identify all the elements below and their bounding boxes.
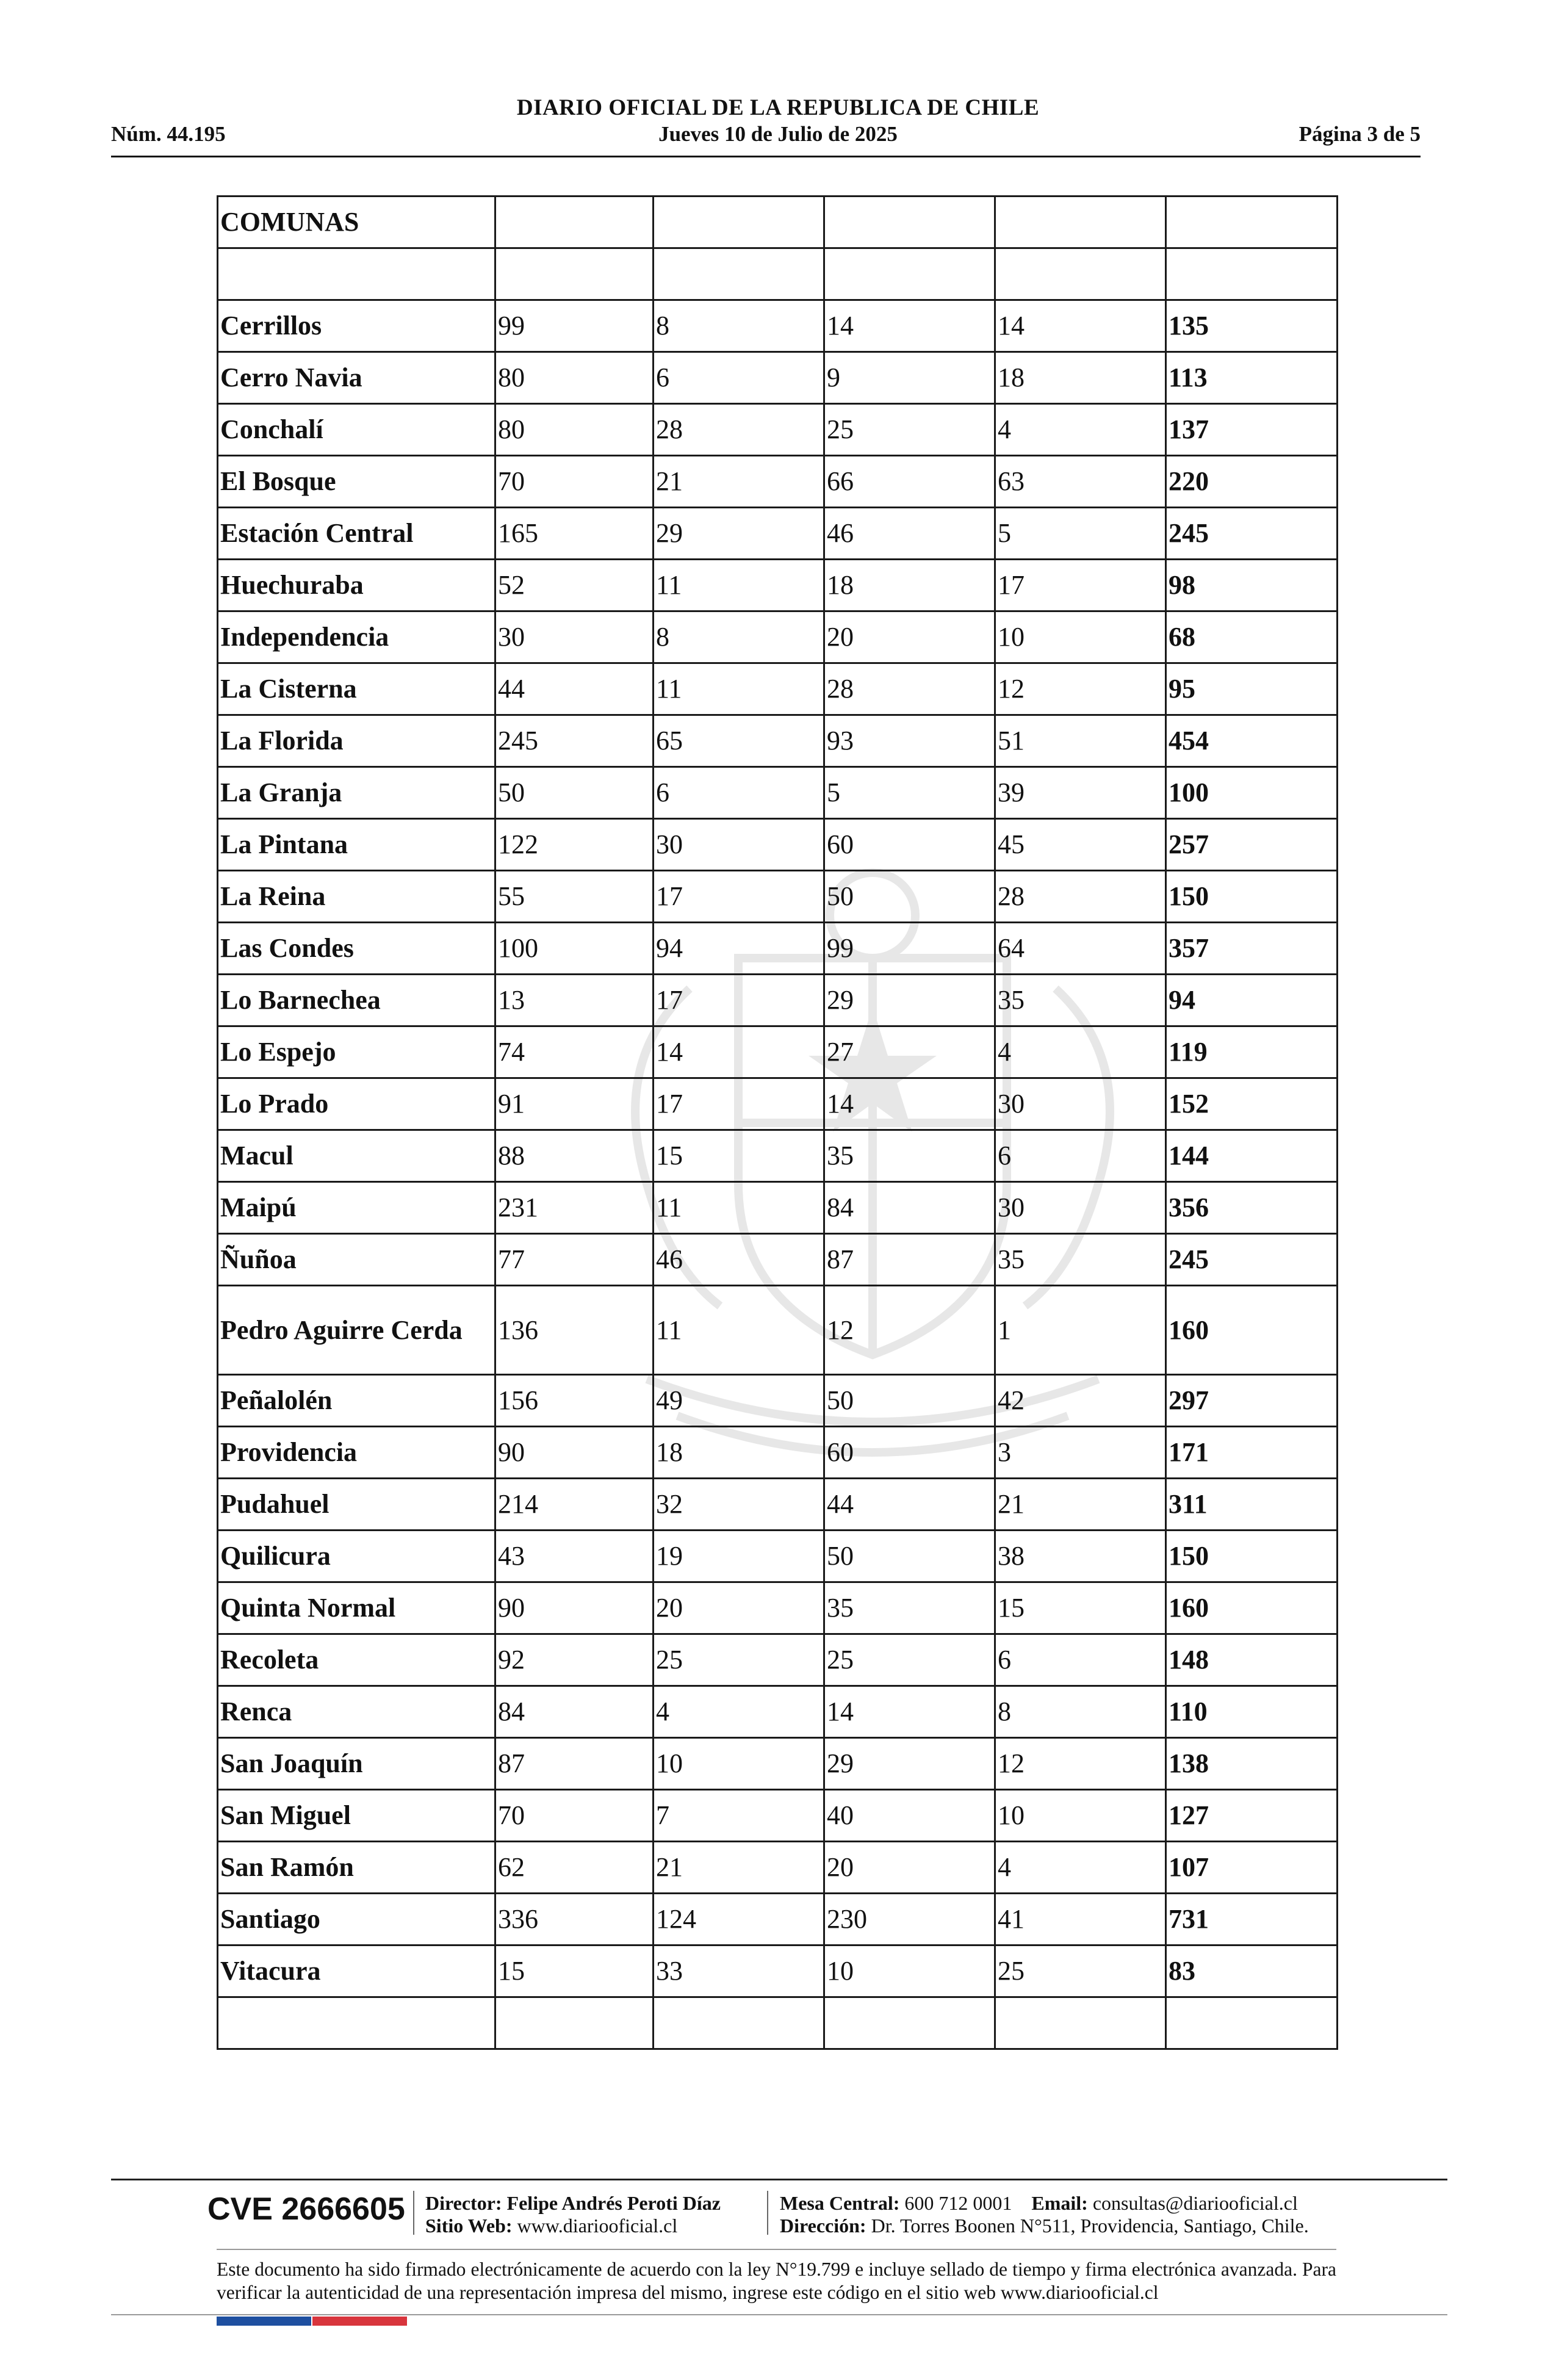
value-cell: 70 xyxy=(495,456,654,508)
value-cell: 28 xyxy=(654,404,824,456)
value-cell: 122 xyxy=(495,819,654,871)
table-row xyxy=(218,352,1338,404)
value-cell: 32 xyxy=(654,1479,824,1531)
value-cell: 11 xyxy=(654,1286,824,1375)
total-cell: 311 xyxy=(1166,1479,1338,1531)
empty-cell xyxy=(995,248,1166,300)
value-cell: 50 xyxy=(495,767,654,819)
value-cell: 100 xyxy=(495,923,654,975)
commune-name: Recoleta xyxy=(218,1634,495,1686)
value-cell: 38 xyxy=(995,1531,1166,1582)
table-row xyxy=(218,767,1338,819)
total-cell: 220 xyxy=(1166,456,1338,508)
table-row xyxy=(218,1842,1338,1894)
value-cell: 8 xyxy=(995,1686,1166,1738)
total-cell: 113 xyxy=(1166,352,1338,404)
value-cell: 30 xyxy=(995,1078,1166,1130)
value-cell: 10 xyxy=(995,611,1166,663)
value-cell: 63 xyxy=(995,456,1166,508)
issue-number: Núm. 44.195 xyxy=(111,122,226,146)
value-cell: 45 xyxy=(995,819,1166,871)
value-cell: 165 xyxy=(495,508,654,560)
value-cell: 8 xyxy=(654,611,824,663)
table-row xyxy=(218,1427,1338,1479)
table-row xyxy=(218,404,1338,456)
website-link[interactable]: www.diariooficial.cl xyxy=(517,2215,678,2237)
value-cell: 80 xyxy=(495,352,654,404)
value-cell: 3 xyxy=(995,1427,1166,1479)
value-cell: 6 xyxy=(654,352,824,404)
empty-cell xyxy=(495,248,654,300)
total-cell: 98 xyxy=(1166,560,1338,611)
empty-cell xyxy=(1166,248,1338,300)
value-cell: 77 xyxy=(495,1234,654,1286)
empty-cell xyxy=(824,197,995,248)
table-row xyxy=(218,1286,1338,1375)
table-row xyxy=(218,1234,1338,1286)
value-cell: 21 xyxy=(654,456,824,508)
table-row xyxy=(218,871,1338,923)
value-cell: 14 xyxy=(824,1686,995,1738)
value-cell: 52 xyxy=(495,560,654,611)
value-cell: 15 xyxy=(654,1130,824,1182)
commune-name: La Granja xyxy=(218,767,495,819)
commune-name: Lo Espejo xyxy=(218,1026,495,1078)
page-indicator: Página 3 de 5 xyxy=(1298,122,1421,146)
table-row xyxy=(218,715,1338,767)
value-cell: 17 xyxy=(995,560,1166,611)
empty-cell xyxy=(1166,197,1338,248)
value-cell: 6 xyxy=(995,1130,1166,1182)
commune-name: La Pintana xyxy=(218,819,495,871)
value-cell: 50 xyxy=(824,1375,995,1427)
address-label: Dirección: xyxy=(780,2215,866,2237)
email-label: Email: xyxy=(1031,2192,1088,2214)
value-cell: 14 xyxy=(654,1026,824,1078)
value-cell: 84 xyxy=(824,1182,995,1234)
value-cell: 10 xyxy=(995,1790,1166,1842)
table-row xyxy=(218,560,1338,611)
table-row xyxy=(218,663,1338,715)
value-cell: 18 xyxy=(654,1427,824,1479)
table-blank-row xyxy=(218,1997,1338,2049)
value-cell: 14 xyxy=(824,1078,995,1130)
total-cell: 171 xyxy=(1166,1427,1338,1479)
empty-cell xyxy=(995,1997,1166,2049)
footer-contact-info xyxy=(780,2192,1309,2237)
empty-cell xyxy=(654,197,824,248)
value-cell: 27 xyxy=(824,1026,995,1078)
issue-date: Jueves 10 de Julio de 2025 xyxy=(658,122,898,146)
commune-name: Providencia xyxy=(218,1427,495,1479)
footer-editorial-info xyxy=(425,2192,721,2237)
value-cell: 4 xyxy=(995,1026,1166,1078)
value-cell: 245 xyxy=(495,715,654,767)
empty-cell xyxy=(218,248,495,300)
value-cell: 25 xyxy=(995,1945,1166,1997)
total-cell: 119 xyxy=(1166,1026,1338,1078)
commune-name: Quilicura xyxy=(218,1531,495,1582)
value-cell: 25 xyxy=(824,404,995,456)
commune-name: Independencia xyxy=(218,611,495,663)
value-cell: 35 xyxy=(995,975,1166,1026)
total-cell: 160 xyxy=(1166,1286,1338,1375)
footer-separator xyxy=(767,2191,768,2235)
director-name: Felipe Andrés Peroti Díaz xyxy=(506,2192,721,2214)
value-cell: 33 xyxy=(654,1945,824,1997)
table-row xyxy=(218,1686,1338,1738)
value-cell: 6 xyxy=(654,767,824,819)
commune-name: Renca xyxy=(218,1686,495,1738)
table-row xyxy=(218,1894,1338,1945)
value-cell: 17 xyxy=(654,871,824,923)
total-cell: 257 xyxy=(1166,819,1338,871)
table-header-row xyxy=(218,197,1338,248)
value-cell: 13 xyxy=(495,975,654,1026)
value-cell: 12 xyxy=(995,663,1166,715)
value-cell: 14 xyxy=(824,300,995,352)
value-cell: 29 xyxy=(654,508,824,560)
value-cell: 74 xyxy=(495,1026,654,1078)
value-cell: 55 xyxy=(495,871,654,923)
value-cell: 25 xyxy=(824,1634,995,1686)
value-cell: 5 xyxy=(824,767,995,819)
total-cell: 107 xyxy=(1166,1842,1338,1894)
value-cell: 99 xyxy=(495,300,654,352)
total-cell: 83 xyxy=(1166,1945,1338,1997)
commune-name: Maipú xyxy=(218,1182,495,1234)
value-cell: 42 xyxy=(995,1375,1166,1427)
table-row xyxy=(218,1790,1338,1842)
value-cell: 29 xyxy=(824,975,995,1026)
value-cell: 136 xyxy=(495,1286,654,1375)
commune-name: La Reina xyxy=(218,871,495,923)
value-cell: 50 xyxy=(824,871,995,923)
total-cell: 150 xyxy=(1166,871,1338,923)
value-cell: 18 xyxy=(824,560,995,611)
total-cell: 454 xyxy=(1166,715,1338,767)
value-cell: 10 xyxy=(824,1945,995,1997)
value-cell: 12 xyxy=(824,1286,995,1375)
table-row xyxy=(218,1078,1338,1130)
value-cell: 6 xyxy=(995,1634,1166,1686)
value-cell: 20 xyxy=(654,1582,824,1634)
total-cell: 110 xyxy=(1166,1686,1338,1738)
commune-name: San Joaquín xyxy=(218,1738,495,1790)
value-cell: 231 xyxy=(495,1182,654,1234)
total-cell: 357 xyxy=(1166,923,1338,975)
table-row xyxy=(218,456,1338,508)
commune-name: Santiago xyxy=(218,1894,495,1945)
table-row xyxy=(218,1130,1338,1182)
commune-name: Estación Central xyxy=(218,508,495,560)
table-row xyxy=(218,1945,1338,1997)
value-cell: 40 xyxy=(824,1790,995,1842)
empty-cell xyxy=(995,197,1166,248)
commune-name: San Ramón xyxy=(218,1842,495,1894)
value-cell: 87 xyxy=(824,1234,995,1286)
table-blank-row xyxy=(218,248,1338,300)
total-cell: 245 xyxy=(1166,508,1338,560)
value-cell: 90 xyxy=(495,1427,654,1479)
commune-name: La Cisterna xyxy=(218,663,495,715)
total-cell: 152 xyxy=(1166,1078,1338,1130)
flag-stripe-blue xyxy=(217,2317,311,2326)
commune-name: Cerro Navia xyxy=(218,352,495,404)
value-cell: 44 xyxy=(495,663,654,715)
value-cell: 91 xyxy=(495,1078,654,1130)
value-cell: 336 xyxy=(495,1894,654,1945)
value-cell: 20 xyxy=(824,611,995,663)
value-cell: 35 xyxy=(824,1582,995,1634)
mesa-phone: 600 712 0001 xyxy=(904,2192,1012,2214)
commune-name: Huechuraba xyxy=(218,560,495,611)
value-cell: 4 xyxy=(995,1842,1166,1894)
total-cell: 297 xyxy=(1166,1375,1338,1427)
value-cell: 88 xyxy=(495,1130,654,1182)
email-link[interactable]: consultas@diariooficial.cl xyxy=(1092,2192,1298,2214)
value-cell: 9 xyxy=(824,352,995,404)
empty-cell xyxy=(495,197,654,248)
value-cell: 156 xyxy=(495,1375,654,1427)
commune-name: Ñuñoa xyxy=(218,1234,495,1286)
value-cell: 35 xyxy=(995,1234,1166,1286)
value-cell: 87 xyxy=(495,1738,654,1790)
table-row xyxy=(218,508,1338,560)
value-cell: 84 xyxy=(495,1686,654,1738)
total-cell: 731 xyxy=(1166,1894,1338,1945)
value-cell: 29 xyxy=(824,1738,995,1790)
commune-name: Peñalolén xyxy=(218,1375,495,1427)
value-cell: 11 xyxy=(654,1182,824,1234)
value-cell: 17 xyxy=(654,1078,824,1130)
value-cell: 30 xyxy=(654,819,824,871)
value-cell: 46 xyxy=(824,508,995,560)
commune-name: Pudahuel xyxy=(218,1479,495,1531)
value-cell: 60 xyxy=(824,819,995,871)
commune-name: Pedro Aguirre Cerda xyxy=(218,1286,495,1375)
value-cell: 44 xyxy=(824,1479,995,1531)
total-cell: 135 xyxy=(1166,300,1338,352)
value-cell: 20 xyxy=(824,1842,995,1894)
value-cell: 1 xyxy=(995,1286,1166,1375)
empty-cell xyxy=(218,1997,495,2049)
value-cell: 30 xyxy=(995,1182,1166,1234)
empty-cell xyxy=(654,1997,824,2049)
web-label: Sitio Web: xyxy=(425,2215,513,2237)
value-cell: 18 xyxy=(995,352,1166,404)
gazette-title: DIARIO OFICIAL DE LA REPUBLICA DE CHILE xyxy=(516,95,1040,120)
value-cell: 50 xyxy=(824,1531,995,1582)
cve-code: CVE 2666605 xyxy=(207,2191,405,2227)
value-cell: 7 xyxy=(654,1790,824,1842)
total-cell: 160 xyxy=(1166,1582,1338,1634)
table-row xyxy=(218,1026,1338,1078)
value-cell: 30 xyxy=(495,611,654,663)
value-cell: 60 xyxy=(824,1427,995,1479)
commune-name: Vitacura xyxy=(218,1945,495,1997)
commune-name: Macul xyxy=(218,1130,495,1182)
value-cell: 12 xyxy=(995,1738,1166,1790)
value-cell: 124 xyxy=(654,1894,824,1945)
total-cell: 144 xyxy=(1166,1130,1338,1182)
table-row xyxy=(218,819,1338,871)
value-cell: 19 xyxy=(654,1531,824,1582)
total-cell: 148 xyxy=(1166,1634,1338,1686)
value-cell: 8 xyxy=(654,300,824,352)
value-cell: 21 xyxy=(654,1842,824,1894)
table-row xyxy=(218,975,1338,1026)
legal-notice: Este documento ha sido firmado electrónicamente de acuerdo con la ley N°19.799 e incluye sellado de tiempo y firma electrónica avanzada. Para verificar la autenticidad de una representación impresa del mismo, ingrese este código en el sitio web www.diariooficial.cl xyxy=(217,2259,1336,2303)
total-cell: 68 xyxy=(1166,611,1338,663)
value-cell: 4 xyxy=(995,404,1166,456)
table-row xyxy=(218,1375,1338,1427)
value-cell: 214 xyxy=(495,1479,654,1531)
total-cell: 95 xyxy=(1166,663,1338,715)
value-cell: 25 xyxy=(654,1634,824,1686)
flag-stripe-red xyxy=(312,2317,407,2326)
footer-divider xyxy=(111,2179,1447,2180)
empty-cell xyxy=(1166,1997,1338,2049)
value-cell: 39 xyxy=(995,767,1166,819)
table-row xyxy=(218,300,1338,352)
table-row xyxy=(218,1479,1338,1531)
value-cell: 28 xyxy=(995,871,1166,923)
table-row xyxy=(218,1738,1338,1790)
commune-name: Lo Prado xyxy=(218,1078,495,1130)
value-cell: 11 xyxy=(654,560,824,611)
value-cell: 92 xyxy=(495,1634,654,1686)
total-cell: 137 xyxy=(1166,404,1338,456)
value-cell: 49 xyxy=(654,1375,824,1427)
value-cell: 41 xyxy=(995,1894,1166,1945)
empty-cell xyxy=(495,1997,654,2049)
table-row xyxy=(218,1182,1338,1234)
commune-name: Lo Barnechea xyxy=(218,975,495,1026)
value-cell: 15 xyxy=(495,1945,654,1997)
total-cell: 138 xyxy=(1166,1738,1338,1790)
value-cell: 66 xyxy=(824,456,995,508)
value-cell: 43 xyxy=(495,1531,654,1582)
total-cell: 150 xyxy=(1166,1531,1338,1582)
comunas-table xyxy=(217,195,1338,2050)
value-cell: 230 xyxy=(824,1894,995,1945)
value-cell: 70 xyxy=(495,1790,654,1842)
table-row xyxy=(218,611,1338,663)
comunas-header: COMUNAS xyxy=(218,197,495,248)
value-cell: 94 xyxy=(654,923,824,975)
value-cell: 10 xyxy=(654,1738,824,1790)
commune-name: Las Condes xyxy=(218,923,495,975)
commune-name: Cerrillos xyxy=(218,300,495,352)
table-row xyxy=(218,1634,1338,1686)
value-cell: 11 xyxy=(654,663,824,715)
commune-name: Conchalí xyxy=(218,404,495,456)
value-cell: 93 xyxy=(824,715,995,767)
table-row xyxy=(218,1531,1338,1582)
header-divider xyxy=(111,156,1421,157)
value-cell: 46 xyxy=(654,1234,824,1286)
value-cell: 4 xyxy=(654,1686,824,1738)
commune-name: San Miguel xyxy=(218,1790,495,1842)
footer-bottom-divider xyxy=(111,2314,1447,2315)
total-cell: 356 xyxy=(1166,1182,1338,1234)
value-cell: 99 xyxy=(824,923,995,975)
footer-inner-divider xyxy=(217,2249,1336,2250)
value-cell: 21 xyxy=(995,1479,1166,1531)
address-text: Dr. Torres Boonen N°511, Providencia, Santiago, Chile. xyxy=(871,2215,1309,2237)
director-label: Director: xyxy=(425,2192,502,2214)
footer-separator xyxy=(413,2191,414,2235)
commune-name: El Bosque xyxy=(218,456,495,508)
value-cell: 28 xyxy=(824,663,995,715)
empty-cell xyxy=(824,1997,995,2049)
value-cell: 51 xyxy=(995,715,1166,767)
value-cell: 62 xyxy=(495,1842,654,1894)
value-cell: 5 xyxy=(995,508,1166,560)
value-cell: 14 xyxy=(995,300,1166,352)
commune-name: Quinta Normal xyxy=(218,1582,495,1634)
table-row xyxy=(218,923,1338,975)
commune-name: La Florida xyxy=(218,715,495,767)
total-cell: 100 xyxy=(1166,767,1338,819)
value-cell: 64 xyxy=(995,923,1166,975)
total-cell: 245 xyxy=(1166,1234,1338,1286)
value-cell: 65 xyxy=(654,715,824,767)
mesa-label: Mesa Central: xyxy=(780,2192,900,2214)
value-cell: 35 xyxy=(824,1130,995,1182)
value-cell: 90 xyxy=(495,1582,654,1634)
empty-cell xyxy=(654,248,824,300)
empty-cell xyxy=(824,248,995,300)
value-cell: 80 xyxy=(495,404,654,456)
value-cell: 15 xyxy=(995,1582,1166,1634)
total-cell: 94 xyxy=(1166,975,1338,1026)
total-cell: 127 xyxy=(1166,1790,1338,1842)
value-cell: 17 xyxy=(654,975,824,1026)
table-row xyxy=(218,1582,1338,1634)
